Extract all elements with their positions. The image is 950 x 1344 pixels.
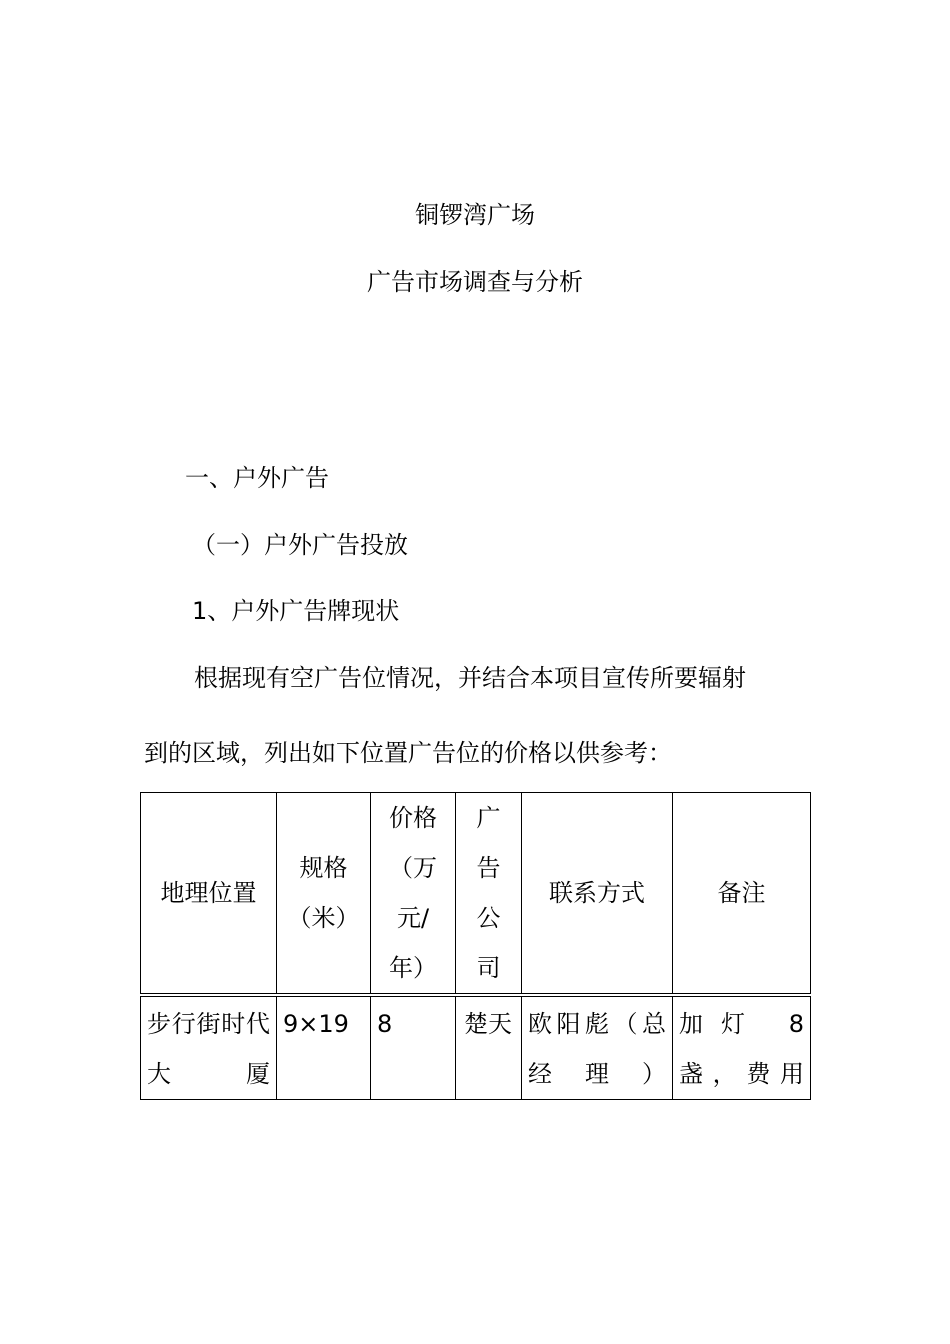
header-contact: 联系方式 <box>522 793 673 996</box>
cell-company: 楚天 <box>456 995 522 1100</box>
ad-price-table <box>140 792 811 1100</box>
cell-location: 步行街时代大厦 <box>141 995 277 1100</box>
table-header-row <box>141 793 811 996</box>
cell-note: 加灯 8 盏，费用 <box>673 995 811 1100</box>
cell-contact: 欧阳彪（总经理） <box>522 995 673 1100</box>
header-size: 规格 （米） <box>277 793 371 996</box>
title-line-2: 广告市场调查与分析 <box>367 268 583 296</box>
header-company: 广 告 公 司 <box>456 793 522 996</box>
title-line-1: 铜锣湾广场 <box>415 201 535 229</box>
section-heading-3: 1、户外广告牌现状 <box>192 597 400 625</box>
cell-size: 9×19 <box>277 995 371 1100</box>
table-row <box>141 995 811 1100</box>
section-heading-2: （一）户外广告投放 <box>192 531 408 559</box>
header-price: 价格 （万 元/ 年） <box>371 793 456 996</box>
header-note: 备注 <box>673 793 811 996</box>
header-location: 地理位置 <box>141 793 277 996</box>
paragraph-line-1: 根据现有空广告位情况，并结合本项目宣传所要辐射 <box>194 664 746 692</box>
cell-price: 8 <box>371 995 456 1100</box>
section-heading-1: 一、户外广告 <box>185 464 329 492</box>
paragraph-line-2: 到的区域，列出如下位置广告位的价格以供参考： <box>144 739 672 767</box>
